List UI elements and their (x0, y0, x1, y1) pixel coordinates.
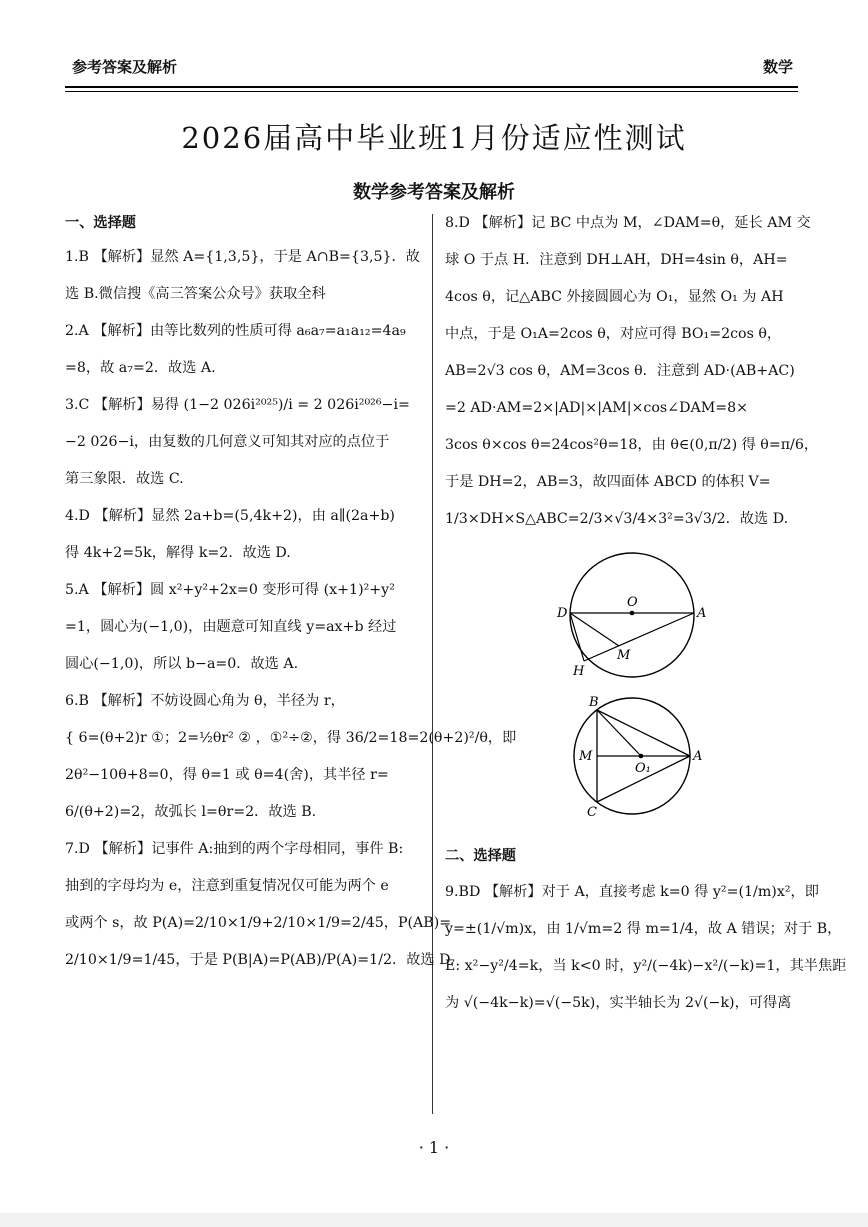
solution-line: 1/3×DH×S△ABC=2/3×√3/4×3²=3√3/2．故选 D. (445, 511, 789, 527)
solution-line: 5.A 【解析】圆 x²+y²+2x=0 变形可得 (x+1)²+y² (65, 582, 395, 598)
solution-line: 3cos θ×cos θ=24cos²θ=18，由 θ∈(0,π/2) 得 θ=π/6， (445, 437, 819, 453)
solution-line: 9.BD 【解析】对于 A，直接考虑 k=0 得 y²=(1/m)x²，即 (445, 884, 819, 900)
sphere-cross-section-figure (557, 551, 707, 681)
solution-line: −2 026−i，由复数的几何意义可知其对应的点位于 (65, 434, 390, 450)
segment-ha (584, 613, 694, 661)
solution-line: 6/(θ+2)=2，故弧长 l=θr=2．故选 B. (65, 804, 317, 820)
solution-line: 6.B 【解析】不妨设圆心角为 θ，半径为 r， (65, 693, 345, 709)
page-subtitle: 数学参考答案及解析 (353, 182, 515, 203)
solution-line: 得 4k+2=5k，解得 k=2．故选 D. (65, 545, 291, 561)
section-heading-choice: 一、选择题 (65, 215, 136, 231)
solution-line: 4cos θ，记△ABC 外接圆圆心为 O₁，显然 O₁ 为 AH (445, 289, 784, 305)
solution-line: 球 O 于点 H．注意到 DH⊥AH，DH=4sin θ，AH= (445, 252, 788, 268)
right-solution-lines-top (445, 212, 819, 530)
label-m: M (617, 648, 631, 663)
center-point-o (630, 611, 635, 616)
side-ba (597, 710, 690, 756)
solution-line: 2θ²−10θ+8=0，得 θ=1 或 θ=4(舍)，其半径 r= (65, 767, 389, 783)
column-divider (432, 214, 433, 1114)
segment-dh (570, 613, 584, 661)
page-number: · 1 · (418, 1138, 450, 1157)
solution-line: 第三象限．故选 C. (65, 471, 184, 487)
segment-bo1 (597, 710, 641, 756)
solution-line: 抽到的字母均为 e，注意到重复情况仅可能为两个 e (65, 878, 389, 894)
solution-line: 8.D 【解析】记 BC 中点为 M，∠DAM=θ，延长 AM 交 (445, 215, 811, 231)
label-m2: M (579, 749, 593, 764)
segment-dm (570, 613, 619, 646)
solution-line: =2 AD·AM=2×|AD|×|AM|×cos∠DAM=8× (445, 400, 749, 416)
solution-line: 2.A 【解析】由等比数列的性质可得 a₆a₇=a₁a₁₂=4a₉ (65, 323, 406, 339)
solution-line: 于是 DH=2，AB=3，故四面体 ABCD 的体积 V= (445, 474, 771, 490)
solution-line: 选 B.微信搜《高三答案公众号》获取全科 (65, 286, 326, 302)
header-rule-thick (65, 86, 798, 88)
page-title: 2026届高中毕业班1月份适应性测试 (181, 121, 687, 155)
label-a: A (697, 606, 707, 621)
header-subject: 数学 (762, 58, 793, 76)
right-solution-lines-bottom (445, 881, 847, 1014)
triangle-circumcircle-figure (557, 692, 707, 820)
label-c: C (587, 805, 597, 820)
label-o1: O₁ (635, 761, 651, 776)
label-a2: A (693, 749, 703, 764)
solution-line: 圆心(−1,0)，所以 b−a=0．故选 A. (65, 656, 299, 672)
solution-line: 7.D 【解析】记事件 A:抽到的两个字母相同，事件 B: (65, 841, 404, 857)
solution-line: { 6=(θ+2)r ①；2=½θr² ② ，①²÷②，得 36/2=18=2(θ+2)²/θ，即 (65, 730, 517, 746)
solution-line: 中点，于是 O₁A=2cos θ，对应可得 BO₁=2cos θ， (445, 326, 782, 342)
scan-bottom-strip (0, 1213, 868, 1227)
solution-line: 3.C 【解析】易得 (1−2 026i²⁰²⁵)/i = 2 026i²⁰²⁶−i= (65, 397, 410, 413)
label-h: H (573, 664, 585, 679)
solution-line: 为 √(−4k−k)=√(−5k)，实半轴长为 2√(−k)，可得离 (445, 995, 792, 1011)
solution-line: E: x²−y²/4=k，当 k<0 时，y²/(−4k)−x²/(−k)=1，其半焦距 (445, 958, 847, 974)
center-point-o1 (639, 754, 644, 759)
solution-line: 2/10×1/9=1/45，于是 P(B|A)=P(AB)/P(A)=1/2．故选 D. (65, 952, 455, 968)
solution-line: 1.B 【解析】显然 A={1,3,5}，于是 A∩B={3,5}．故 (65, 249, 420, 265)
header-rule-thin (65, 91, 798, 92)
solution-line: y=±(1/√m)x，由 1/√m=2 得 m=1/4，故 A 错误；对于 B， (445, 921, 842, 937)
label-b: B (589, 695, 599, 710)
solution-line: 或两个 s，故 P(A)=2/10×1/9+2/10×1/9=2/45，P(AB)= (65, 915, 452, 931)
section-heading-multi-choice: 二、选择题 (445, 848, 516, 864)
solution-line: =8，故 a₇=2．故选 A. (65, 360, 216, 376)
label-d: D (557, 606, 568, 621)
solution-line: =1，圆心为(−1,0)，由题意可知直线 y=ax+b 经过 (65, 619, 397, 635)
solution-line: 4.D 【解析】显然 2a+b=(5,4k+2)，由 a∥(2a+b) (65, 508, 395, 524)
right-column (445, 212, 847, 1029)
header-left-text: 参考答案及解析 (72, 58, 178, 76)
solution-line: AB=2√3 cos θ，AM=3cos θ．注意到 AD·(AB+AC) (445, 363, 795, 379)
label-o: O (627, 595, 638, 610)
